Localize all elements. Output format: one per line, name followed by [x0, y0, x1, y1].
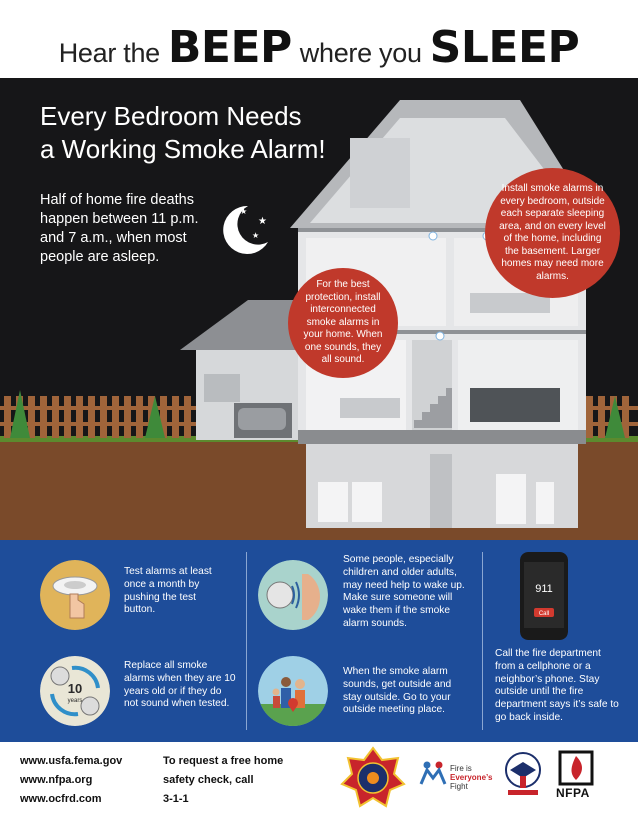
fire-is-everyones-fight-logo	[418, 758, 448, 788]
foundation	[298, 430, 586, 444]
bubble-interconnect-text: For the best protection, install interconnected smoke alarms in your home. When one sounds, they all sound.	[303, 279, 383, 366]
orange-county-fire-rescue-logo	[340, 746, 406, 810]
resource-links	[20, 752, 122, 809]
safety-tips	[0, 540, 638, 742]
star-icon: ★	[258, 216, 267, 227]
link-usfa[interactable]: www.usfa.fema.gov	[20, 755, 123, 767]
nfpa-wordmark: NFPA	[556, 786, 590, 800]
scene-title-line1: Every Bedroom Needs	[40, 101, 302, 131]
star-icon: ★	[252, 231, 260, 240]
smoke-alarm-test-icon	[40, 560, 110, 630]
tip-test-text: Test alarms at least once a month by pushing the test button.	[124, 566, 212, 616]
headline-part-hear: Hear the	[58, 38, 160, 68]
bubble-alarm-placement-text: Install smoke alarms in every bedroom, outside each separate sleeping area, and on every level of the home, including the basement. Larger homes may need more alarms.	[499, 183, 606, 282]
headline	[0, 0, 638, 78]
safety-check-request	[163, 752, 328, 809]
bubble-interconnect	[288, 268, 398, 378]
tips-divider	[246, 552, 247, 730]
star-icon: ★	[240, 207, 248, 216]
headline-part-sleep: SLEEP	[429, 22, 580, 73]
years-number: 10	[67, 681, 83, 696]
bubble-alarm-placement	[485, 168, 620, 298]
headline-part-beep: BEEP	[167, 22, 292, 73]
sleep-hours-fact: Half of home fire deaths happen between 11 p.m. and 7 a.m., when most people are asleep.	[40, 192, 199, 265]
fef-line2: Everyone’s	[450, 773, 493, 782]
scene-title	[40, 100, 340, 166]
basement	[306, 444, 578, 528]
garage	[180, 300, 300, 440]
nfpa-flame-logo	[556, 750, 596, 786]
fef-line3: Fight	[450, 782, 468, 791]
meeting-place-icon	[258, 656, 328, 726]
safety-check-phone: 3-1-1	[163, 793, 189, 805]
scene-title-line2: a Working Smoke Alarm!	[40, 134, 326, 164]
safety-check-line2: safety check, call	[163, 774, 254, 786]
fire-is-everyones-fight-text	[450, 764, 492, 791]
replace-alarm-icon	[40, 656, 110, 726]
link-nfpa[interactable]: www.nfpa.org	[20, 774, 93, 786]
wake-up-icon	[258, 560, 328, 630]
tip-wake-text: Some people, especially children and older adults, may need help to wake up. Make sure someone will wake them if the smoke alarm sounds.	[343, 554, 465, 629]
headline-part-where: where you	[299, 38, 422, 68]
phone-display-number: 911	[535, 583, 553, 595]
usfa-eagle-seal	[504, 750, 542, 802]
tip-meeting-text: When the smoke alarm sounds, get outside and stay outside. Go to your outside meeting place.	[343, 666, 452, 716]
cellphone-icon	[520, 552, 568, 640]
tips-divider	[482, 552, 483, 730]
fef-line1: Fire is	[450, 764, 472, 773]
link-ocfrd[interactable]: www.ocfrd.com	[20, 793, 102, 805]
tip-replace-text: Replace all smoke alarms when they are 10 years old or if they do not sound when tested.	[124, 660, 236, 710]
tip-call-text: Call the fire department from a cellphone or a neighbor’s phone. Stay outside until the fire department says it’s safe to go back inside.	[495, 648, 619, 723]
fence-left	[0, 396, 200, 438]
night-scene	[0, 78, 638, 540]
years-label: years	[67, 698, 83, 704]
phone-call-button-label: Call	[538, 611, 550, 617]
footer	[0, 742, 638, 813]
safety-check-line1: To request a free home	[163, 755, 284, 767]
